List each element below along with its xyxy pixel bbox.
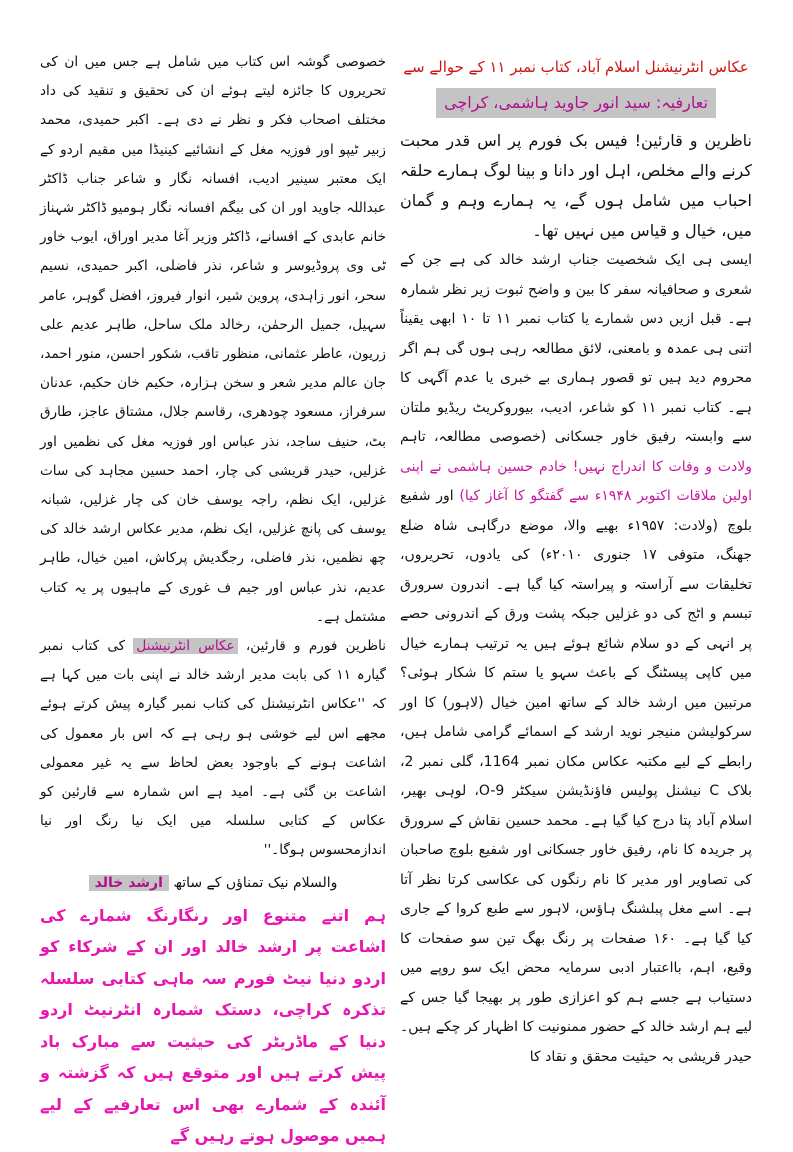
left-body-1: خصوصی گوشہ اس کتاب میں شامل ہے جس میں ان کی تحریروں کا جائزہ لیتے ہوئے ان کی تحقیق و تنقید کی داد مختلف اصحاب فکر و نظر نے دی ہے۔ اکبر حمیدی، محمد زبیر ٹیپو اور فوزیہ مغل کے انشائیے کینیڈا میں مقیم اردو کے ایک معتبر سینیر ادیب، افسانہ نگار و شاعر جناب ڈاکٹر عبداللہ جاوید اور ان کی بیگم افسانہ نگار ہومیو ڈاکٹر شہناز خانم عابدی کے افسانے، ڈاکٹر وزیر آغا مدیر اوراق، ایوب خاور ٹی وی پروڈیوسر و شاعر، نذر فاضلی، اکبر حمیدی، نسیم سحر، انور زاہدی، پروین شیر، انوار فیروز، افضل گوہر، عامر سہیل، جمیل الرحمٰن، رخالد ملک ساحل، طاہر عدیم علی زریون، عاطر عثمانی، منظور تاقب، شکور احسن، منور احمد، جان عالم مدیر شعر و سخن ہزارہ، حکیم خان حکیم، عدنان سرفراز، مسعود چودھری، رقاسم جلال، مشتاق عاجز، طارق بٹ، حنیف ساجد، نذر عباس اور فوزیہ مغل کی نظمیں اور غزلیں، حیدر قریشی کی چار، احمد حسین مجاہد کی سات غزلیں، ایک نظم، راجہ یوسف خان کی چار غزلیں، شبانہ یوسف کی پانچ غزلیں، ایک نظم، مدیر عکاس ارشد خالد کی چھ نظمیں، نذر فاضلی، رجگدیش پرکاش، امین خیال، طاہر عدیم، نذر عباس اور جیم ف غوری کے ماہیوں پر یہ کتاب مشتمل ہے۔ bbox=[40, 54, 386, 625]
right-body bbox=[400, 246, 752, 1072]
signature-name: ارشد خالد bbox=[89, 875, 169, 891]
right-body-text-1: ایسی ہی ایک شخصیت جناب ارشد خالد کی ہے جن کے شعری و صحافیانہ سفر کا بین و واضح ثبوت زیر نظر شمارہ ہے۔ قبل ازیں دس شمارے یا کتاب نمبر ۱۱ تا ۱۰ ابھی یقیناً اتنی ہی عمدہ و بامعنی، لائق مطالعہ رہی ہوں گی ہم اگر محروم دید ہیں تو قصور ہماری بے خبری یا عدم آگہی کا ہے۔ کتاب نمبر ۱۱ کو شاعر، ادیب، بیوروکریٹ ریڈیو ملتان سے وابستہ رفیق خاور جسکانی (خصوصی مطالعہ، تاہم bbox=[400, 252, 752, 445]
left-body-2 bbox=[40, 632, 386, 866]
signature-line bbox=[40, 868, 386, 898]
closing-note: ہم اتنے متنوع اور رنگارنگ شمارے کی اشاعت پر ارشد خالد اور ان کے شرکاء کو اردو دنیا نیٹ فورم سہ ماہی کتابی سلسلہ تذکرہ کراچی، دستک شمارہ انٹرنیٹ اردو دنیا کے ماڈریٹر کی حیثیت سے مبارک باد پیش کرتے ہیں اور متوقع ہیں کہ گزشتہ و آئندہ کے شمارے بھی اس تعارفیے کے لیے ہمیں موصول ہوتے رہیں گے bbox=[40, 905, 386, 1146]
left-column bbox=[40, 48, 386, 1152]
right-body-highlight: ولادت و وفات کا اندراج نہیں! خادم حسین ہاشمی نے اپنی اولین ملاقات اکتوبر ۱۹۴۸ء سے گفتگو کا آغاز کیا) bbox=[400, 458, 752, 504]
magazine-name-highlight: عکاس انٹرنیشنل bbox=[133, 638, 237, 654]
intro-byline: تعارفیہ: سید انور جاوید ہاشمی، کراچی bbox=[436, 88, 716, 118]
article-title: عکاس انٹرنیشنل اسلام آباد، کتاب نمبر ۱۱ کے حوالے سے bbox=[403, 58, 749, 76]
intro-wrap bbox=[400, 88, 752, 118]
right-body-text-2: اور شفیع بلوچ (ولادت: ۱۹۵۷ء بھیے والا، موضع درگاہی شاہ ضلع جھنگ، متوفی ۱۷ جنوری ۲۰۱۰ء) کی یادوں، تحریروں، تخلیقات سے آراستہ و پیراستہ کیا گیا ہے۔ اندرون سرورق تبسم و اٹج کی دو غزلیں جبکہ پشت ورق کے اندرونی حصے پر انہی کے دو سلام شائع ہوئے ہیں یہ ترتیب ہمارے خیال میں کاپی پیسٹنگ کے باعث سہو یا ستم کا شکار ہوئی؟ مرتبین میں ارشد خالد کے ساتھ امین خیال (لاہور) کا اور سرکولیشن منیجر نوید ارشد کے اسمائے گرامی شامل ہیں، رابطے کے لیے مکتبہ عکاس مکان نمبر 1164، گلی نمبر 2، بلاک C نیشنل پولیس فاؤنڈیشن سیکٹر O-9، لوہی بھیر، اسلام آباد پتا درج کیا گیا ہے۔ محمد حسین نقاش کے سرورق پر جریدہ کا نام، رفیق خاور جسکانی اور شفیع بلوچ صاحبان کی تصاویر اور مدیر کا نام رنگوں کی عکاسی کرتا نظر آتا ہے۔ اسے مغل پبلشنگ ہاؤس، لاہور سے طبع کروا کے جاری کیا گیا ہے۔ ۱۶۰ صفحات پر رنگ بھگ تین سو صفحات کا وقیع، اہم، بااعتبار ادبی سرمایہ محض ایک سو روپے میں دستیاب ہے جسے ہم کو اعزازی طور پر بھیجا گیا جس کے لیے ہم ارشد خالد کے حضور ممنونیت کا اظہار کر چکے ہیں۔ حیدر قریشی بہ حیثیت محقق و نقاد کا bbox=[400, 488, 752, 1065]
left-body-2-text: کی کتاب نمبر گیارہ ۱۱ کی بابت مدیر ارشد خالد نے اپنی بات میں کہا ہے کہ ''عکاس انٹرنیشنل کی کتاب نمبر گیارہ پیش کرتے ہوئے مجھے اس لیے خوشی ہو رہی ہے کہ اس بار معمول کی اشاعت ہونے کے باوجود بعض لحاظ سے یہ غیر معمولی اشاعت بن گئی ہے۔ امید ہے اس شمارہ سے قارئین کو عکاس کے کتابی سلسلہ میں ایک نیا رنگ اور نیا اندازمحسوس ہوگا۔'' bbox=[40, 638, 386, 859]
lead-paragraph: ناظرین و قارئین! فیس بک فورم پر اس قدر محبت کرنے والے مخلص، اہل اور دانا و بینا لوگ ہمارے حلقہ احباب میں شامل ہوں گے، یہ ہمارے وہم و گمان میں، خیال و قیاس میں نہیں تھا۔ bbox=[400, 131, 752, 240]
right-column bbox=[400, 48, 752, 1072]
signature-greeting: والسلام نیک تمناؤں کے ساتھ bbox=[173, 874, 338, 891]
left-body-2-pre: ناظرین فورم و قارئین، bbox=[245, 638, 387, 655]
